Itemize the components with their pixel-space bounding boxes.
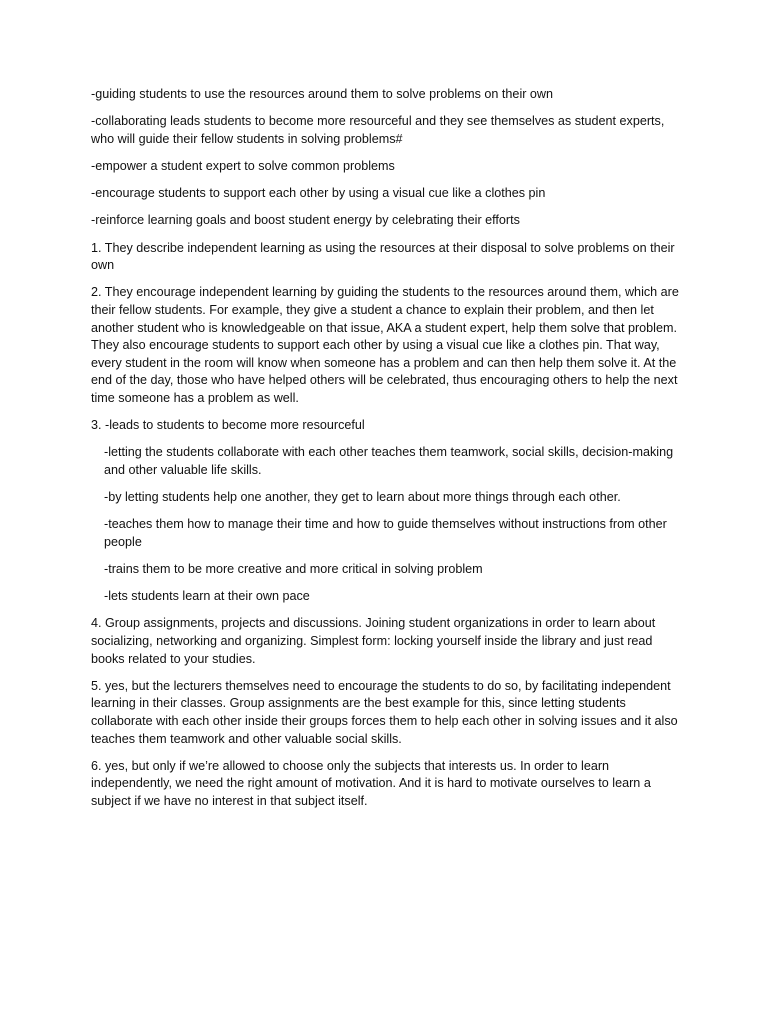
answer-3-point-pace: -lets students learn at their own pace [104,589,310,604]
answer-5: 5. yes, but the lecturers themselves need to encourage the students to do so, by facilitating independent learning in their classes. Group assignments are the best example for this, since letting students collaborate with each other inside their groups forces them to help each other in solving issues and it also teaches them teamwork and other valuable social skills. [91,678,678,746]
answer-3-point-help: -by letting students help one another, they get to learn about more things through each other. [104,490,621,505]
paragraph-bullet-collaborating: -collaborating leads students to become more resourceful and they see themselves as student experts, who will guide their fellow students in solving problems# [91,114,665,146]
paragraph-bullet-guiding: -guiding students to use the resources around them to solve problems on their own [91,87,554,101]
answer-2: 2. They encourage independent learning by guiding the students to the resources around them, which are their fellow students. For example, they give a student a chance to explain their problem, and then let another student who is knowledgeable on that issue, AKA a student expert, help them solve that problem. They also encourage students to support each other by using a visual cue like a clothes pin. That way, every student in the room will know when someone has a problem and can then help them solve it. At the end of the day, those who have helped others will be celebrated, thus encouraging others to help the next time someone has a problem as well. [91,285,679,405]
document-page [91,86,681,820]
paragraph-bullet-empower: -empower a student expert to solve common problems [91,158,395,173]
answer-3-point-collaborate: -letting the students collaborate with each other teaches them teamwork, social skills, decision-making and other valuable life skills. [104,445,674,477]
paragraph-bullet-encourage: -encourage students to support each other by using a visual cue like a clothes pin [91,186,546,201]
answer-1: 1. They describe independent learning as using the resources at their disposal to solve problems on their own [91,240,675,273]
answer-3-point-time: -teaches them how to manage their time and how to guide themselves without instructions from other people [104,517,667,549]
answer-6: 6. yes, but only if we’re allowed to choose only the subjects that interests us. In order to learn independently, we need the right amount of motivation. And it is hard to motivate ourselves to learn a subject if we have no interest in that subject itself. [91,758,651,808]
answer-4: 4. Group assignments, projects and discussions. Joining student organizations in order to learn about socializing, networking and organizing. Simplest form: locking yourself inside the library and just read books related to your studies. [91,616,656,666]
paragraph-bullet-reinforce: -reinforce learning goals and boost student energy by celebrating their efforts [91,213,520,228]
answer-3-heading: 3. -leads to students to become more resourceful [91,418,365,433]
answer-3-point-creative: -trains them to be more creative and more critical in solving problem [104,562,483,576]
